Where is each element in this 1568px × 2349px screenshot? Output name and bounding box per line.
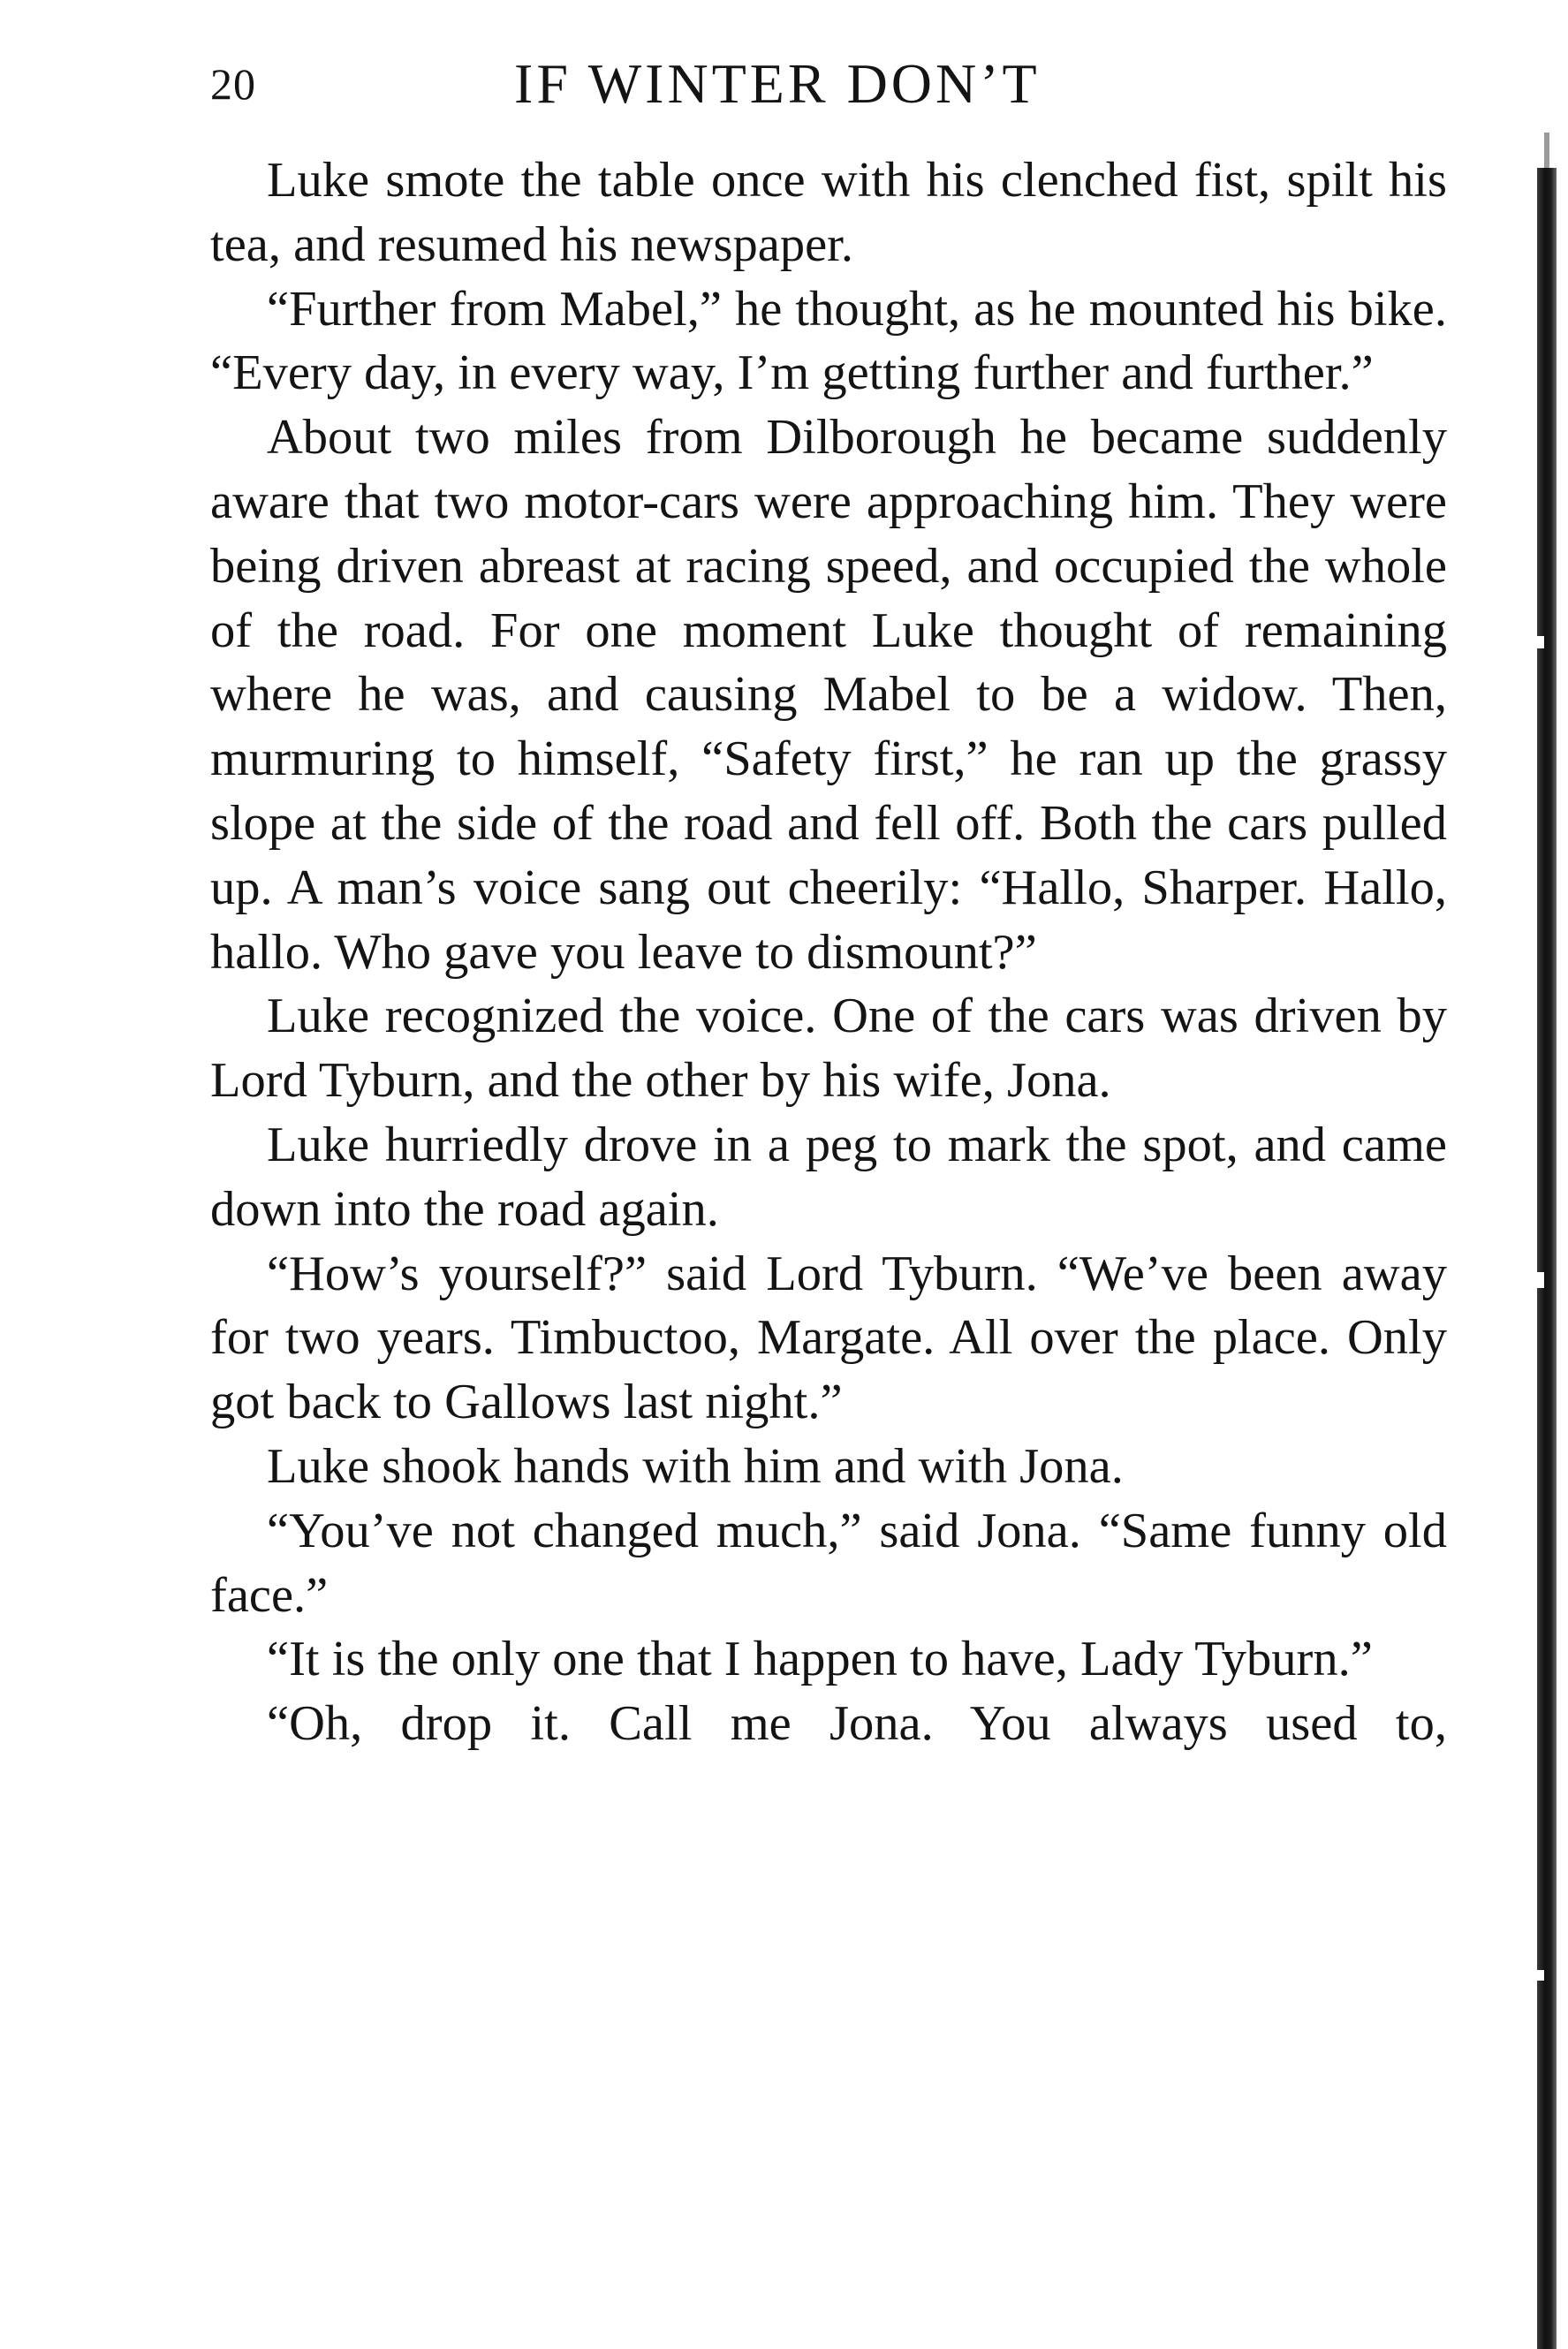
running-head [210,51,1447,131]
paragraph-2: “Further from Mabel,” he thought, as he mounted his bike. “Every day, in every way, I’m getting further and further.” [210,281,1447,401]
paragraph-5: Luke hurriedly drove in a peg to mark the spot, and came down into the road again. [210,1117,1447,1237]
page-edge-shadow [1537,168,1557,2349]
paragraph-10: “Oh, drop it. Call me Jona. You always used to, [267,1696,1447,1752]
body-text [210,148,1447,1756]
paragraph-8: “You’ve not changed much,” said Jona. “Same funny old face.” [210,1503,1447,1623]
page-number: 20 [210,59,256,109]
page-edge-speck [1535,636,1544,648]
paragraph-7: Luke shook hands with him and with Jona. [267,1438,1124,1494]
paragraph-3: About two miles from Dilborough he became suddenly aware that two motor-cars were approaching him. They were being driven abreast at racing speed, and occupied the whole of the road. For one moment Luke thought of remaining where he was, and causing Mabel to be a widow. Then, murmuring to himself, “Safety first,” he ran up the grassy slope at the side of the road and fell off. Both the cars pulled up. A man’s voice sang out cheerily: “Hallo, Sharper. Hallo, hallo. Who gave you leave to dismount?” [210,410,1447,980]
page-edge-speck [1535,1272,1544,1288]
paragraph-6: “How’s yourself?” said Lord Tyburn. “We’ve been away for two years. Timbuctoo, Margate. All over the place. Only got back to Gallows last night.” [210,1246,1447,1430]
paragraph-9: “It is the only one that I happen to have, Lady Tyburn.” [267,1632,1373,1687]
paragraph-4: Luke recognized the voice. One of the cars was driven by Lord Tyburn, and the other by his wife, Jona. [210,989,1447,1109]
running-title: IF WINTER DON’T [514,52,1041,115]
page-edge-speck [1535,1970,1544,1981]
paragraph-1: Luke smote the table once with his clenched fist, spilt his tea, and resumed his newspaper. [210,153,1447,272]
